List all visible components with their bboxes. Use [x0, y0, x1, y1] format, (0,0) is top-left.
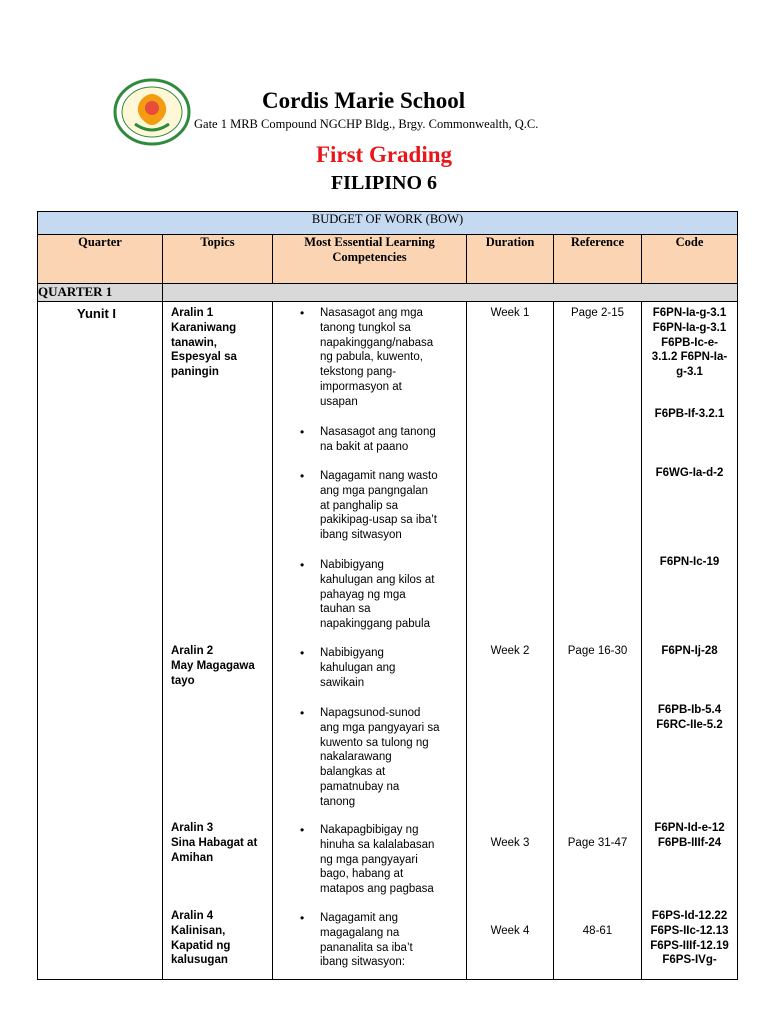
competency-item: • Nabibigyang kahulugan ang sawikain — [320, 646, 460, 690]
duration-week-1: Week 1 — [490, 307, 530, 319]
quarter-row — [38, 284, 738, 302]
competency-item: • Napagsunod-sunod ang mga pangyayari sa kuwento sa tulong ng nakalarawang balangkas at pamatnubay na tanong — [320, 706, 460, 810]
competency-item: • Nabibigyang kahulugan ang kilos at pahayag ng mga tauhan sa napakinggang pabula — [320, 558, 460, 632]
school-name: Cordis Marie School — [262, 88, 466, 113]
competency-item: • Nakapagbibigay ng hinuha sa kalalabasan ng mga pangyayari bago, habang at matapos ang pagbasa — [320, 823, 460, 897]
subject-title: FILIPINO 6 — [330, 172, 438, 194]
code-entry: F6WG-Ia-d-2 — [655, 467, 724, 479]
topic-aralin-3: Aralin 3 Sina Habagat at Amihan — [171, 822, 258, 864]
code-entry: F6PS-Id-12.22 F6PS-IIc-12.13 F6PS-IIIf-12.19 F6PS-IVg- — [650, 910, 729, 967]
topic-aralin-2: Aralin 2 May Magagawa tayo — [171, 645, 255, 687]
quarter-label: QUARTER 1 — [38, 284, 163, 302]
code-entry: F6PN-Ic-19 — [659, 556, 720, 568]
unit-label: Yunit I — [77, 306, 116, 321]
school-logo-icon — [113, 78, 191, 146]
topic-aralin-1: Aralin 1 Karaniwang tanawin, Espesyal sa paningin — [171, 307, 237, 379]
duration-week-2: Week 2 — [490, 645, 530, 657]
reference-pages-3: Page 31-47 — [567, 837, 628, 849]
competencies-cell — [273, 302, 467, 980]
code-entry: F6PN-Id-e-12 F6PB-IIIf-24 — [654, 822, 725, 849]
competency-item: • Nagagamit nang wasto ang mga pangngalan at panghalip sa pakikipag-usap sa iba’t ibang sitwasyon — [320, 469, 460, 543]
code-entry: F6PN-Ij-28 — [661, 645, 718, 657]
budget-of-work-table — [37, 211, 738, 980]
code-entry: F6PB-If-3.2.1 — [654, 408, 725, 420]
school-address: Gate 1 MRB Compound NGCHP Bldg., Brgy. Commonwealth, Q.C. — [194, 117, 539, 131]
code-entry: F6PN-Ia-g-3.1 F6PN-Ia-g-3.1 F6PB-Ic-e- 3.1.2 F6PN-Ia- g-3.1 — [651, 307, 728, 379]
duration-week-4: Week 4 — [490, 925, 530, 937]
competency-item: • Nagagamit ang magagalang na pananalita sa iba’t ibang sitwasyon: — [320, 911, 460, 970]
reference-cell — [554, 302, 642, 980]
quarter-cell — [38, 302, 163, 980]
header-duration: Duration — [467, 235, 554, 284]
header-melc: Most Essential Learning Competencies — [273, 235, 467, 284]
reference-pages-4: 48-61 — [582, 925, 613, 937]
code-entry: F6PB-Ib-5.4 F6RC-IIe-5.2 — [656, 704, 723, 731]
reference-pages-1: Page 2-15 — [570, 307, 625, 319]
header-reference: Reference — [554, 235, 642, 284]
reference-pages-2: Page 16-30 — [567, 645, 628, 657]
table-title-row — [38, 212, 738, 235]
header-quarter: Quarter — [38, 235, 163, 284]
competency-item: • Nasasagot ang mga tanong tungkol sa napakinggang/nabasa ng pabula, kuwento, tekstong pang- impormasyon at usapan — [320, 306, 460, 410]
table-body-row — [38, 302, 738, 980]
header-code: Code — [642, 235, 738, 284]
duration-cell — [467, 302, 554, 980]
column-header-row — [38, 235, 738, 284]
competency-item: • Nasasagot ang tanong na bakit at paano — [320, 425, 460, 455]
document-header — [0, 0, 768, 210]
duration-week-3: Week 3 — [490, 837, 530, 849]
table-title: BUDGET OF WORK (BOW) — [38, 212, 738, 235]
topic-aralin-4: Aralin 4 Kalinisan, Kapatid ng kalusugan — [171, 910, 231, 967]
topics-cell — [163, 302, 273, 980]
header-topics: Topics — [163, 235, 273, 284]
grading-period-title: First Grading — [315, 142, 453, 167]
code-cell — [642, 302, 738, 980]
quarter-row-filler — [163, 284, 738, 302]
